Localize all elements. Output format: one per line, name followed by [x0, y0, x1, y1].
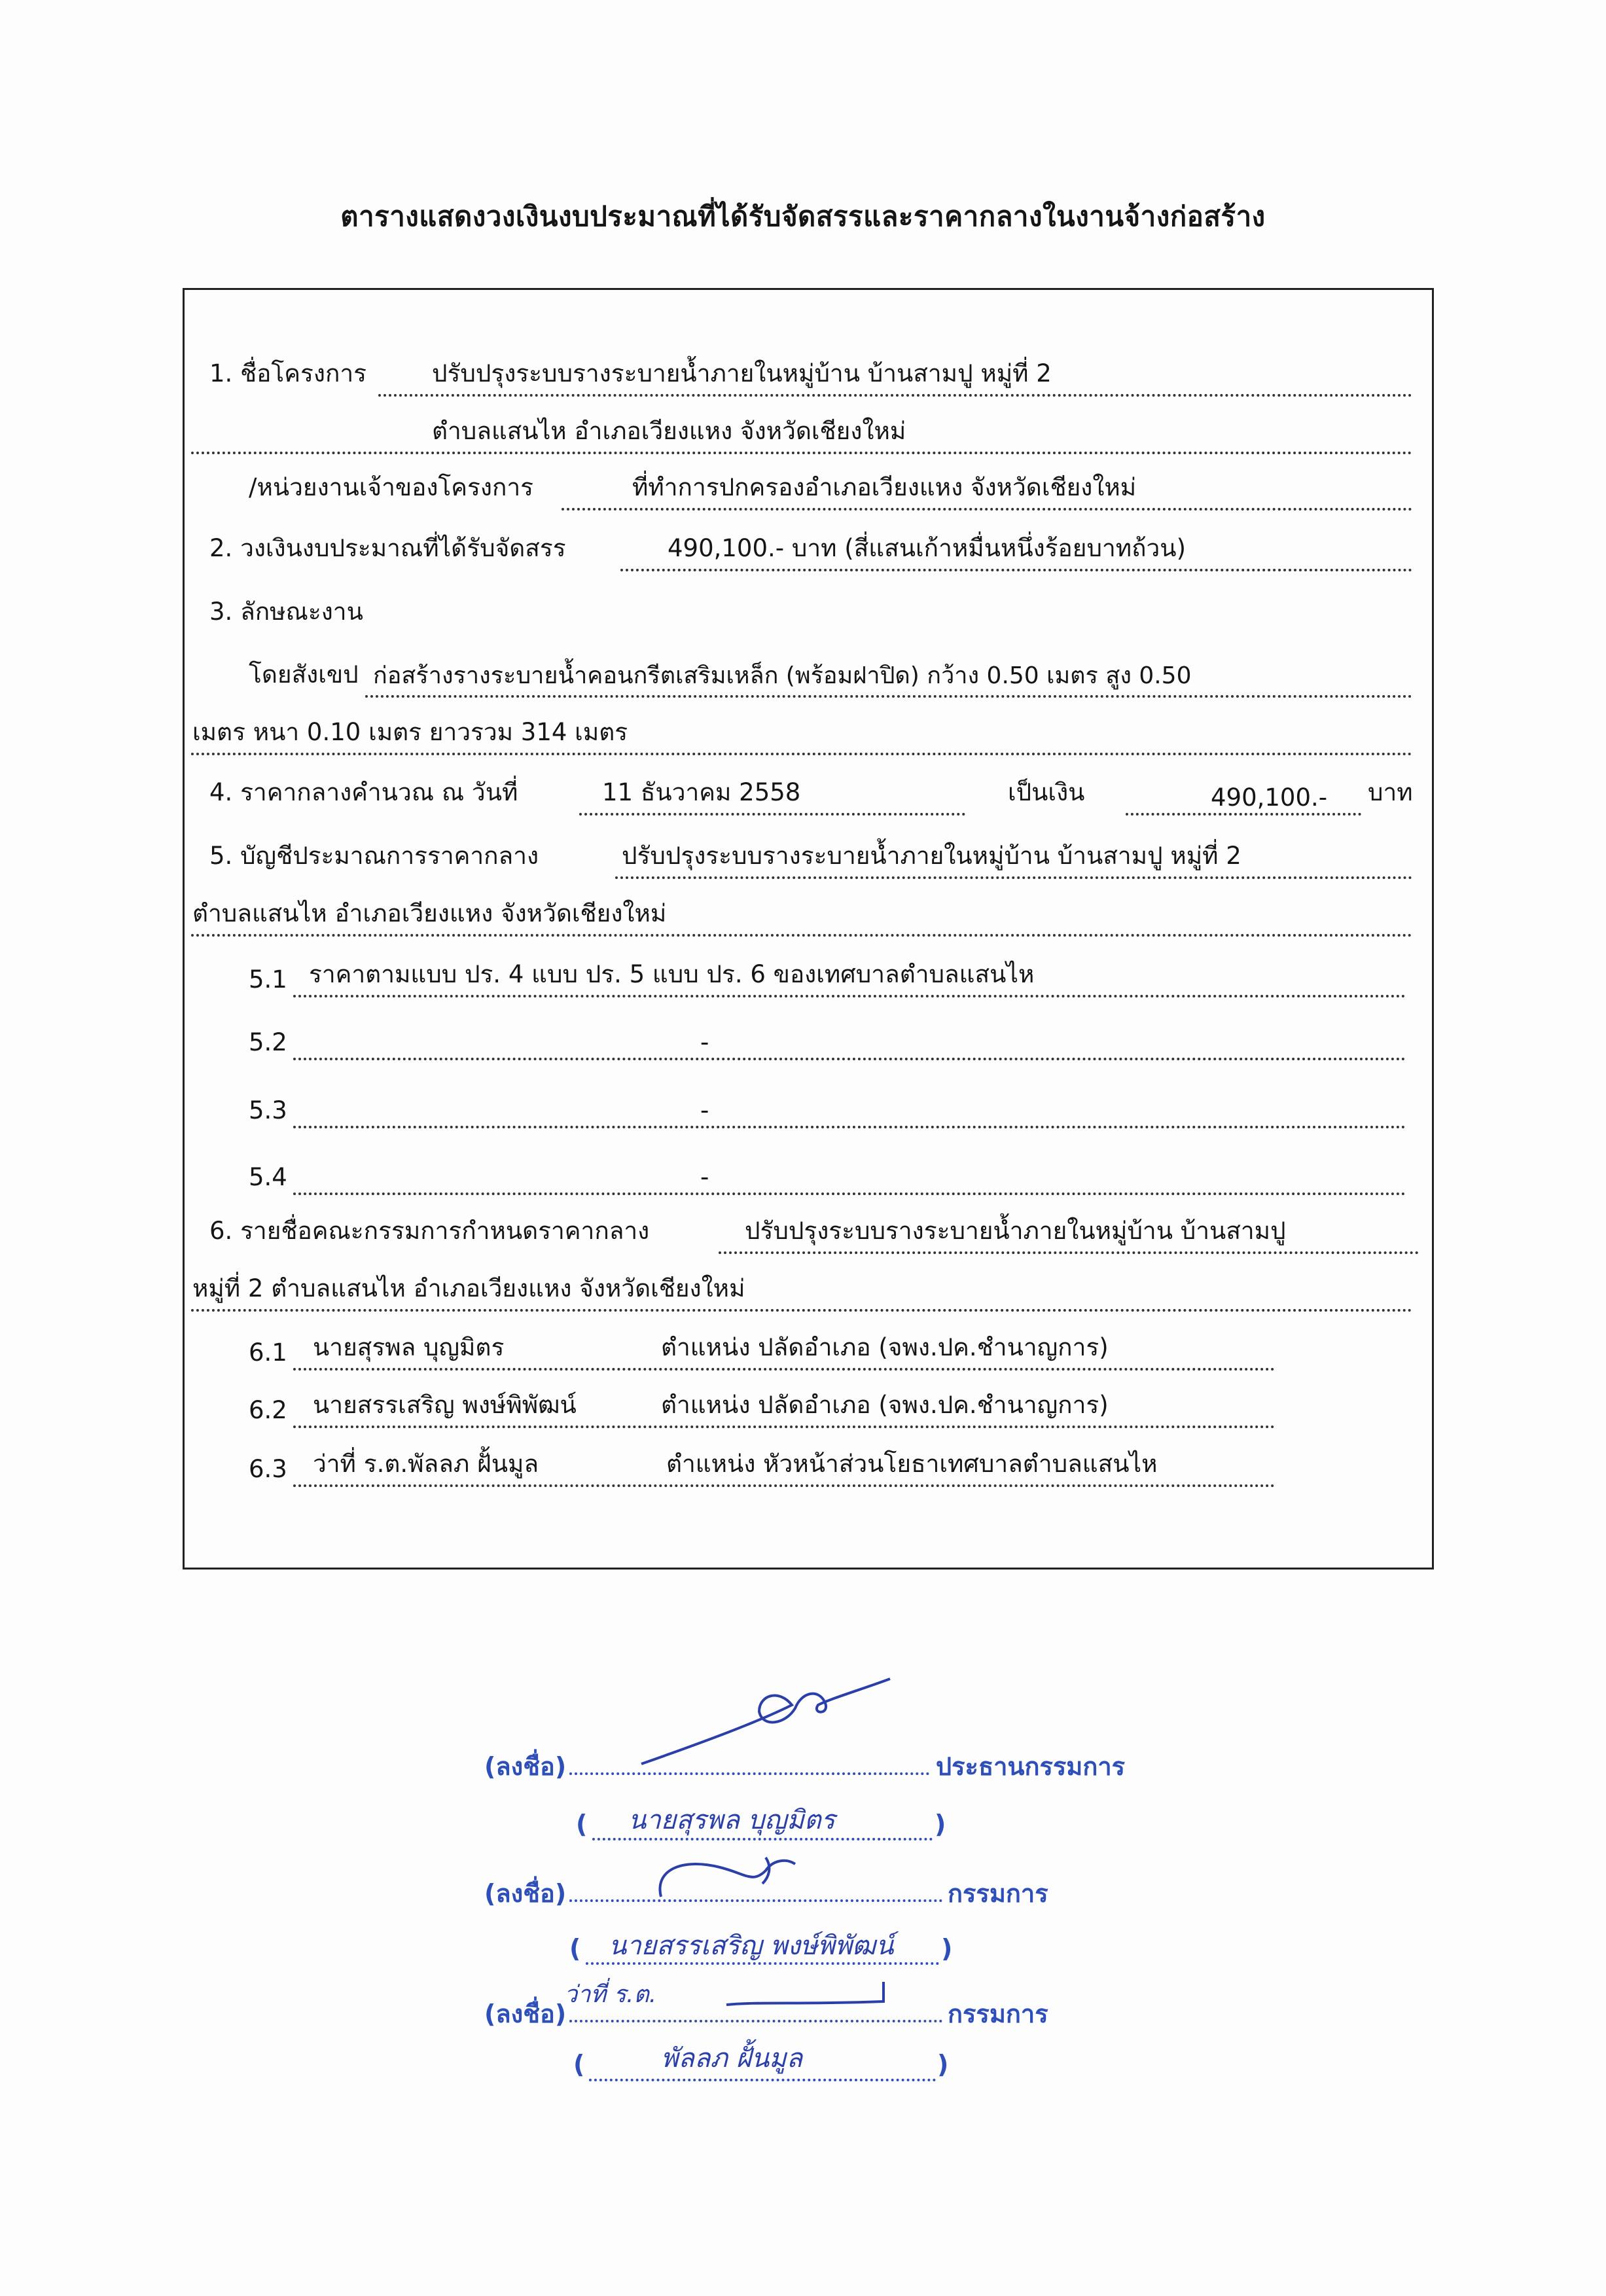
- chairman-signature: [628, 1676, 903, 1774]
- item6-dotline: [719, 1251, 1419, 1254]
- member2-handwritten-prefix: ว่าที่ ร.ต.: [564, 1981, 657, 2008]
- item5-location: ตำบลแสนไห อำเภอเวียงแหง จังหวัดเชียงใหม่: [192, 899, 667, 927]
- item1-dotline2: [191, 452, 1412, 454]
- sign-dotline: [569, 1772, 929, 1775]
- item2-label: 2. วงเงินงบประมาณที่ได้รับจัดสรร: [209, 534, 566, 562]
- item5-sub-dotline: [293, 1193, 1406, 1195]
- item5-sub-row: [249, 1022, 1420, 1062]
- member1-handwritten-name: นายสรรเสริญ พงษ์พิพัฒน์: [609, 1931, 894, 1961]
- item1-label: 1. ชื่อโครงการ: [209, 359, 367, 387]
- item4-amount-dotline: [1126, 813, 1361, 816]
- item3-desc-label: โดยสังเขป: [249, 660, 359, 689]
- item5-sub-num: 5.2: [249, 1028, 287, 1056]
- committee-member-row: [249, 1449, 1420, 1488]
- member-name: นายสุรพล บุญมิตร: [313, 1333, 505, 1361]
- committee-member-row: [249, 1390, 1420, 1429]
- member-name: นายสรรเสริญ พงษ์พิพัฒน์: [313, 1391, 577, 1419]
- item5-row2: [191, 899, 1420, 938]
- item6-value: ปรับปรุงระบบรางระบายน้ำภายในหมู่บ้าน บ้านสามปู: [745, 1217, 1286, 1245]
- item2-row: [209, 533, 1420, 573]
- item5-dotline: [615, 876, 1412, 879]
- item5-sub-row: [249, 1157, 1420, 1196]
- item3-desc-row2: [191, 717, 1420, 757]
- item2-budget: 490,100.- บาท (สี่แสนเก้าหมื่นหนึ่งร้อยบาทถ้วน): [668, 534, 1187, 562]
- item2-dotline: [620, 569, 1412, 571]
- item1-location: ตำบลแสนไห อำเภอเวียงแหง จังหวัดเชียงใหม่: [432, 417, 906, 445]
- item4-date-dotline: [579, 813, 965, 816]
- item3-label: 3. ลักษณะงาน: [209, 598, 363, 626]
- sign-role: กรรมการ: [948, 2000, 1048, 2028]
- member-name: ว่าที่ ร.ต.พัลลภ ฝั้นมูล: [313, 1450, 539, 1478]
- item1-dotline: [378, 394, 1412, 397]
- member2-signature: [720, 1975, 903, 2015]
- item5-sub-text: -: [700, 1096, 709, 1124]
- item5-sub-text: -: [700, 1163, 709, 1191]
- item4-row: [209, 778, 1433, 817]
- item3-dotline2: [191, 753, 1412, 755]
- item5-dotline2: [191, 934, 1412, 937]
- sign-prefix: (ลงชื่อ): [484, 1879, 567, 1908]
- item1-agency-label: /หน่วยงานเจ้าของโครงการ: [249, 473, 534, 501]
- chairman-handwritten-name: นายสุรพล บุญมิตร: [628, 1805, 836, 1835]
- item5-sub-text: -: [700, 1028, 709, 1056]
- item6-location: หมู่ที่ 2 ตำบลแสนไห อำเภอเวียงแหง จังหวัดเชียงใหม่: [192, 1274, 745, 1302]
- name-dotline: [589, 2079, 936, 2081]
- item4-amount-label: เป็นเงิน: [1008, 778, 1085, 806]
- item3-description-line1: ก่อสร้างรางระบายน้ำคอนกรีตเสริมเหล็ก (พร้อมฝาปิด) กว้าง 0.50 เมตร สูง 0.50: [373, 662, 1192, 689]
- item4-amount: 490,100.-: [1211, 783, 1328, 812]
- item5-sub-dotline: [293, 1126, 1406, 1128]
- member-dotline: [293, 1484, 1275, 1487]
- sign-role: ประธานกรรมการ: [936, 1752, 1126, 1781]
- sign-prefix: (ลงชื่อ): [484, 2000, 567, 2028]
- member-position: ตำแหน่ง ปลัดอำเภอ (จพง.ปค.ชำนาญการ): [661, 1333, 1109, 1361]
- item1-project-name: ปรับปรุงระบบรางระบายน้ำภายในหมู่บ้าน บ้านสามปู หมู่ที่ 2: [432, 359, 1052, 387]
- member-dotline: [293, 1426, 1275, 1428]
- item5-sub-num: 5.1: [249, 965, 287, 994]
- member-num: 6.1: [249, 1338, 287, 1367]
- member-num: 6.2: [249, 1396, 287, 1424]
- sign-dotline: [569, 2020, 942, 2022]
- item3-dotline: [365, 695, 1412, 698]
- item5-sub-dotline: [293, 995, 1406, 997]
- member1-signature: [641, 1851, 838, 1903]
- item5-row: [209, 841, 1420, 880]
- item4-label: 4. ราคากลางคำนวณ ณ วันที่: [209, 778, 518, 806]
- item4-unit: บาท: [1368, 778, 1413, 806]
- item4-date: 11 ธันวาคม 2558: [602, 778, 801, 806]
- item5-sub-num: 5.4: [249, 1163, 287, 1191]
- item6-label: 6. รายชื่อคณะกรรมการกำหนดราคากลาง: [209, 1217, 650, 1245]
- item1-agency-row: [249, 473, 1420, 512]
- item3-description-line2: เมตร หนา 0.10 เมตร ยาวรวม 314 เมตร: [192, 718, 628, 746]
- item1-agency-dotline: [562, 508, 1412, 511]
- item5-sub-row: [249, 960, 1420, 999]
- item6-row2: [191, 1274, 1420, 1313]
- committee-member-row: [249, 1333, 1420, 1372]
- item1-row: [209, 359, 1420, 398]
- member2-handwritten-name: พัลลภ ฝั้นมูล: [661, 2043, 803, 2073]
- item5-value: ปรับปรุงระบบรางระบายน้ำภายในหมู่บ้าน บ้านสามปู หมู่ที่ 2: [622, 842, 1241, 870]
- item6-row: [209, 1216, 1427, 1255]
- item3-desc-row: [249, 660, 1420, 699]
- sign-prefix: (ลงชื่อ): [484, 1752, 567, 1781]
- member-position: ตำแหน่ง ปลัดอำเภอ (จพง.ปค.ชำนาญการ): [661, 1391, 1109, 1419]
- item6-dotline2: [191, 1309, 1412, 1312]
- item1-agency-value: ที่ทำการปกครองอำเภอเวียงแหง จังหวัดเชียงใหม่: [632, 473, 1137, 501]
- document-title: ตารางแสดงวงเงินงบประมาณที่ได้รับจัดสรรและราคากลางในงานจ้างก่อสร้าง: [340, 200, 1266, 232]
- item5-sub-text: ราคาตามแบบ ปร. 4 แบบ ปร. 5 แบบ ปร. 6 ของเทศบาลตำบลแสนไห: [309, 960, 1035, 988]
- member-dotline: [293, 1368, 1275, 1371]
- sign-dotline: [569, 1899, 942, 1902]
- item5-label: 5. บัญชีประมาณการราคากลาง: [209, 842, 539, 870]
- item5-sub-dotline: [293, 1058, 1406, 1060]
- member-num: 6.3: [249, 1455, 287, 1483]
- item3-row: [209, 597, 1420, 636]
- member-position: ตำแหน่ง หัวหน้าส่วนโยธาเทศบาลตำบลแสนไห: [666, 1450, 1158, 1478]
- item1-row2: [191, 416, 1420, 456]
- item5-sub-row: [249, 1090, 1420, 1130]
- item5-sub-num: 5.3: [249, 1096, 287, 1124]
- sign-role: กรรมการ: [948, 1879, 1048, 1908]
